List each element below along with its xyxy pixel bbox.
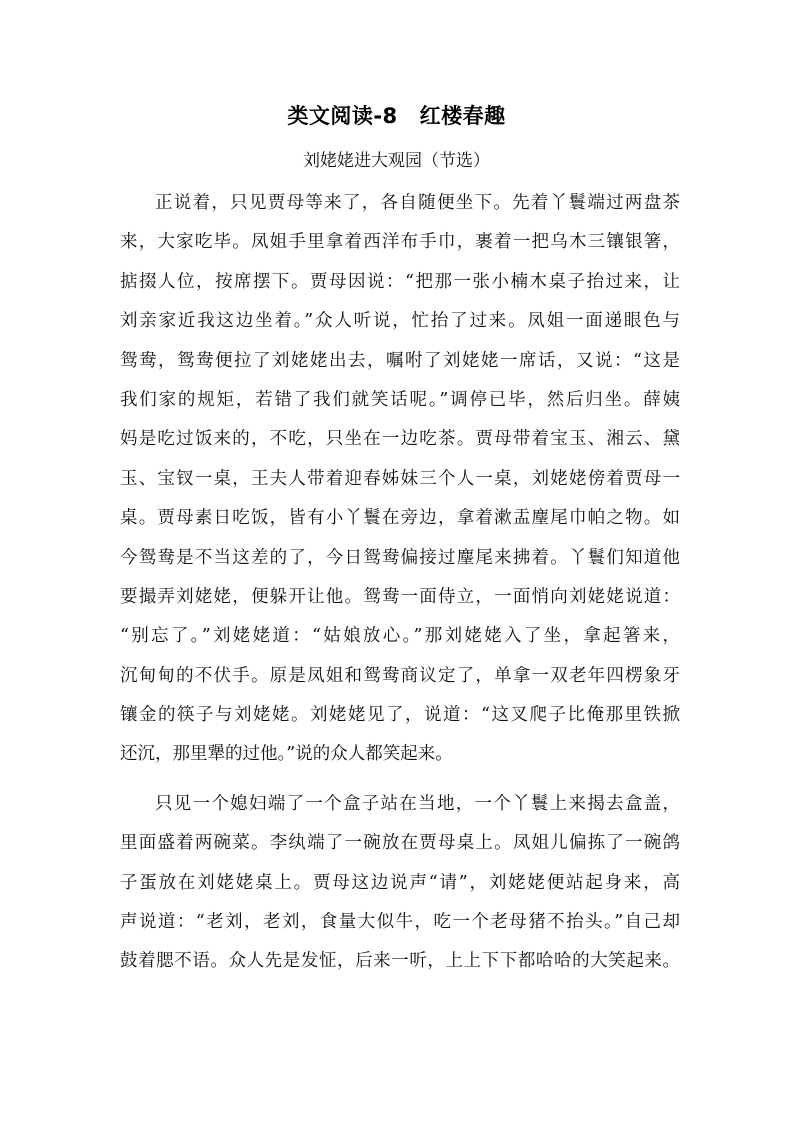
page-title	[0, 100, 793, 130]
text-line: 沉甸甸的不伏手。原是凤姐和鸳鸯商议定了，单拿一双老年四楞象牙	[120, 665, 680, 686]
text-line: 玉、宝钗一桌，王夫人带着迎春姊妹三个人一桌，刘姥姥傍着贾母一	[120, 468, 680, 489]
text-line: 子蛋放在刘姥姥桌上。贾母这边说声“请”，刘姥姥便站起身来，高	[120, 872, 680, 893]
article-body	[120, 184, 680, 982]
text-line: 声说道：“老刘，老刘，食量大似牛，吃一个老母猪不抬头。”自己却	[120, 912, 680, 933]
page-subtitle: 刘姥姥进大观园（节选）	[303, 151, 490, 171]
text-line: 还沉，那里犟的过他。”说的众人都笑起来。	[120, 744, 453, 765]
text-line: 来，大家吃毕。凤姐手里拿着西洋布手巾，裹着一把乌木三镶银箸，	[120, 232, 680, 253]
text-line: 妈是吃过饭来的，不吃，只坐在一边吃茶。贾母带着宝玉、湘云、黛	[120, 429, 680, 450]
text-line: 刘亲家近我这边坐着。”众人听说，忙抬了过来。凤姐一面递眼色与	[120, 311, 680, 332]
text-line: 今鸳鸯是不当这差的了，今日鸳鸯偏接过麈尾来拂着。丫鬟们知道他	[120, 547, 680, 568]
text-line: 里面盛着两碗菜。李纨端了一碗放在贾母桌上。凤姐儿偏拣了一碗鸽	[120, 833, 680, 854]
paragraph-1	[120, 184, 680, 775]
text-line: 要撮弄刘姥姥，便躲开让他。鸳鸯一面侍立，一面悄向刘姥姥说道：	[120, 586, 680, 607]
text-line: 正说着，只见贾母等来了，各自随便坐下。先着丫鬟端过两盘茶	[155, 193, 680, 213]
text-line: 掂掇人位，按席摆下。贾母因说：“把那一张小楠木桌子抬过来，让	[120, 271, 680, 292]
text-line: 镶金的筷子与刘姥姥。刘姥姥见了，说道：“这叉爬子比俺那里铁掀	[120, 705, 680, 726]
text-line: “别忘了。”刘姥姥道：“姑娘放心。”那刘姥姥入了坐，拿起箸来，	[120, 626, 680, 647]
title-topic: 红楼春趣	[419, 104, 506, 128]
text-line: 鼓着腮不语。众人先是发怔，后来一听，上上下下都哈哈的大笑起来。	[120, 951, 680, 972]
paragraph-2	[120, 785, 680, 982]
text-line: 鸳鸯，鸳鸯便拉了刘姥姥出去，嘱咐了刘姥姥一席话，又说：“这是	[120, 350, 680, 371]
text-line: 我们家的规矩，若错了我们就笑话呢。”调停已毕，然后归坐。薛姨	[120, 389, 680, 410]
paragraph-spacer	[120, 775, 680, 785]
text-line: 桌。贾母素日吃饭，皆有小丫鬟在旁边，拿着漱盂麈尾巾帕之物。如	[120, 508, 680, 529]
text-line: 只见一个媳妇端了一个盒子站在当地，一个丫鬟上来揭去盒盖，	[155, 793, 680, 814]
title-lesson-number: 类文阅读-8	[287, 104, 398, 128]
